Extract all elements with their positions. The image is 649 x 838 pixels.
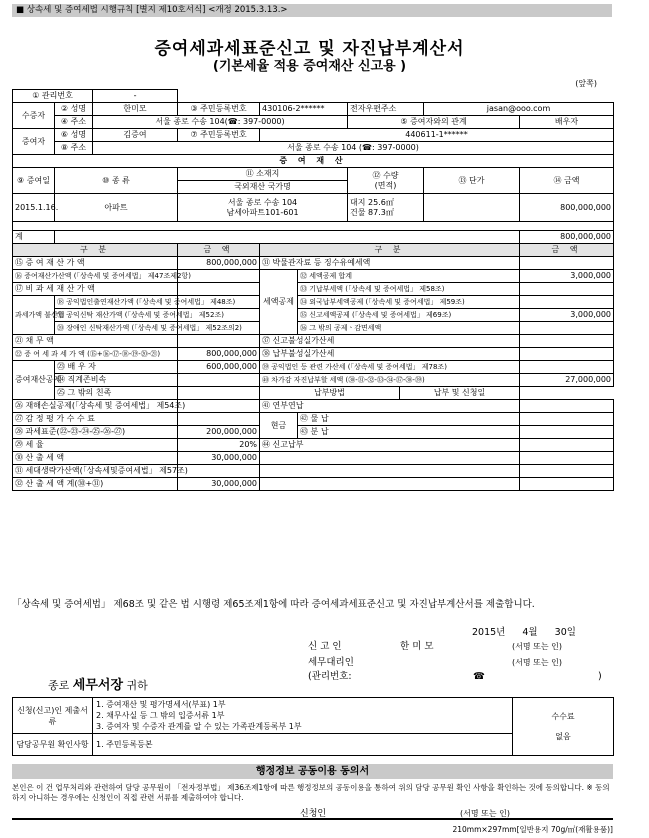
calc-left-value[interactable]: 600,000,000 [178, 361, 260, 374]
calc-left-label: ⑲ 공익신탁 재산가액 (「상속세 및 증여세법」 제52조) [55, 309, 178, 322]
property-date[interactable]: 2015.1.16. [13, 194, 55, 222]
property-type[interactable]: 아파트 [55, 194, 178, 222]
calc-row [13, 465, 614, 478]
property-h-loc: ⑪ 소재지 [178, 168, 348, 181]
property-total[interactable]: 800,000,000 [520, 231, 614, 244]
calc-left-label: ⑮ 증 여 재 산 가 액 [13, 257, 178, 270]
calc-row [13, 478, 614, 491]
mgmt-value[interactable]: - [93, 90, 178, 103]
calc-left-value[interactable]: 30,000,000 [178, 452, 260, 465]
calc-h-amt-right: 금 액 [520, 244, 614, 257]
calc-right-label: ㊴ 공익법인 등 관련 가산세 (「상속세 및 증여세법」 제78조) [260, 361, 520, 374]
property-h-type: ⑩ 종 류 [55, 168, 178, 194]
calc-row [13, 270, 614, 283]
donor-rrn-label: ⑦ 주민등록번호 [178, 129, 260, 142]
calc-left-label: ㉒ 증 여 세 과 세 가 액 (⑮+⑯-⑰-⑱-⑲-⑳-㉑) [13, 348, 178, 361]
calc-left-value[interactable]: 800,000,000 [178, 348, 260, 361]
deduct-group: 과세가액 불산입 [13, 296, 55, 335]
calc-row [13, 257, 614, 270]
calc-left-label: ㉔ 직계존비속 [55, 374, 178, 387]
proxy-line: 세무대리인 (서명 또는 인) [308, 657, 562, 668]
calc-left-value[interactable] [178, 387, 260, 400]
calc-right-value[interactable] [520, 413, 614, 426]
calc-right-value[interactable]: 3,000,000 [520, 270, 614, 283]
donor-name-label: ⑥ 성명 [55, 129, 93, 142]
calc-right-label: ㉝ 기납부세액 (「상속세 및 증여세법」 제58조) [298, 283, 520, 296]
recipient-addr-label: ④ 주소 [55, 116, 93, 129]
calc-left-label: ㉙ 세 율 [13, 439, 178, 452]
calc-right-label: ㊸ 분 납 [298, 426, 520, 439]
property-h-price: ⑬ 단가 [424, 168, 520, 194]
calc-right-label: ㊶ 연부연납 [260, 400, 520, 413]
recipient-email-label: 전자우편주소 [348, 103, 424, 116]
recipient-rel-label: ⑤ 증여자와의 관계 [348, 116, 520, 129]
calc-right-label [260, 465, 520, 478]
calc-row [13, 374, 614, 387]
property-qty-2[interactable]: 건물 87.3㎡ [350, 207, 394, 217]
calc-h-amt-left: 금 액 [178, 244, 260, 257]
calc-right-value[interactable] [520, 439, 614, 452]
calc-left-label: ㉚ 산 출 세 액 [13, 452, 178, 465]
fee-value: 없음 [555, 732, 571, 741]
mgmt-no-line: (관리번호: ☎ ) [308, 671, 602, 682]
calc-right-value[interactable] [520, 452, 614, 465]
calc-left-value[interactable] [178, 335, 260, 348]
property-total-label: 계 [13, 231, 55, 244]
cash-group: 현금 [260, 413, 298, 439]
calc-row [13, 387, 614, 400]
calc-right-label: ㊹ 신고납부 [260, 439, 520, 452]
calc-left-value[interactable] [178, 400, 260, 413]
property-h-amount: ⑭ 금액 [520, 168, 614, 194]
calc-right-label: ㊳ 납부불성실가산세 [260, 348, 520, 361]
calc-right-value[interactable] [520, 283, 614, 296]
calc-row [13, 400, 614, 413]
calc-row [13, 361, 614, 374]
calc-right-value[interactable] [520, 257, 614, 270]
attach-label: 신청(신고)인 제출서류 [13, 698, 93, 734]
calc-left-value[interactable]: 30,000,000 [178, 478, 260, 491]
property-h-date: ⑨ 증여일 [13, 168, 55, 194]
calc-right-label: ㉜ 세액공제 합계 [298, 270, 520, 283]
donor-rrn[interactable]: 440611-1****** [260, 129, 614, 142]
calc-left-label: ㉛ 세대생략가산액(「상속세및증여세법」 제57조) [13, 465, 178, 478]
calc-left-label: ㉕ 그 밖의 친족 [55, 387, 178, 400]
property-loc-1[interactable]: 서울 종로 수송 104 [227, 197, 298, 207]
form-title: 증여세과세표준신고 및 자진납부계산서 [154, 39, 465, 59]
calc-right-value[interactable]: 3,000,000 [520, 309, 614, 322]
calc-left-value[interactable] [178, 465, 260, 478]
donor-name[interactable]: 김증여 [93, 129, 178, 142]
calc-right-value[interactable] [520, 361, 614, 374]
calc-right-label: ㊲ 신고불성실가산세 [260, 335, 520, 348]
official-label: 담당공무원 확인사항 [13, 734, 93, 756]
calc-left-label: ⑱ 공익법인출연재산가액 (「상속세 및 증여세법」 제48조) [55, 296, 178, 309]
recipient-email[interactable]: jasan@ooo.com [424, 103, 614, 116]
recipient-group: 수증자 [13, 103, 55, 129]
paper-spec: 210mm×297mm[일반용지 70g/㎡(재활용품)] [452, 825, 613, 834]
consent-title: 행정정보 공동이용 동의서 [12, 764, 613, 779]
calc-right-label: ㊱ 그 밖의 공제ㆍ감면세액 [298, 322, 520, 335]
calc-row [13, 348, 614, 361]
property-amount[interactable]: 800,000,000 [520, 194, 614, 222]
main-form-table [12, 89, 614, 491]
form-header: ■ 상속세 및 증여세법 시행규칙 [별지 제10호서식] <개정 2015.3.13.> [12, 4, 612, 17]
recipient-name-label: ② 성명 [55, 103, 93, 116]
calc-left-value[interactable]: 800,000,000 [178, 257, 260, 270]
calc-row [13, 283, 614, 296]
calc-h-item-right: 구 분 [260, 244, 520, 257]
calc-right-label: ㉛ 박물관자료 등 징수유예세액 [260, 257, 520, 270]
office-line: 종로 세무서장 귀하 [48, 678, 148, 693]
donor-addr-label: ⑧ 주소 [55, 142, 93, 155]
consent-sign: 신청인 (서명 또는 인) [300, 809, 510, 819]
attach-item: 2. 채무사실 등 그 밖의 입증서류 1부 [96, 711, 225, 720]
calc-row [13, 335, 614, 348]
calc-left-value[interactable] [178, 283, 260, 296]
property-h-qty-sub: (면적) [374, 180, 397, 190]
form-subtitle: (기본세율 적용 증여재산 신고용 ) [212, 59, 407, 74]
mgmt-label: ① 관리번호 [13, 90, 93, 103]
calc-h-item-left: 구 분 [13, 244, 178, 257]
bottom-rule [12, 818, 613, 820]
recipient-rrn-label: ③ 주민등록번호 [178, 103, 260, 116]
recipient-rel[interactable]: 배우자 [520, 116, 614, 129]
property-h-qty: ⑫ 수량 [372, 170, 399, 180]
property-qty-1[interactable]: 대지 25.6㎡ [350, 197, 394, 207]
recipient-addr[interactable]: 서울 종로 수송 104(☎: 397-0000) [93, 116, 348, 129]
calc-right-value[interactable] [520, 478, 614, 491]
calc-left-label: ⑯ 증여재산가산액 (「상속세 및 증여세법」 제47조제2항) [13, 270, 178, 283]
calc-right-value: 납부 및 신청일 [400, 387, 520, 400]
attach-item: 3. 증여자 및 수증자 관계를 알 수 있는 가족관계등록부 1부 [96, 722, 302, 731]
calc-row [13, 413, 614, 426]
calc-left-label: ㉑ 채 무 액 [13, 335, 178, 348]
calc-left-label: ㉖ 재해손실공제(「상속세 및 증여세법」 제54조) [13, 400, 178, 413]
calc-row [13, 296, 614, 309]
calc-row [13, 452, 614, 465]
calc-right-value[interactable]: 27,000,000 [520, 374, 614, 387]
calc-right-label: 납부방법 [260, 387, 400, 400]
calc-right-value[interactable] [520, 296, 614, 309]
attach-item: 1. 증여재산 및 평가명세서(부표) 1부 [96, 700, 226, 709]
recipient-rrn[interactable]: 430106-2****** [260, 103, 348, 116]
donor-group: 증여자 [13, 129, 55, 155]
calc-right-label [260, 452, 520, 465]
calc-left-value[interactable] [178, 413, 260, 426]
calc-left-value[interactable] [178, 374, 260, 387]
official-item: 1. 주민등록등본 [93, 734, 513, 756]
filer-line: 신 고 인 한 미 모 (서명 또는 인) [308, 641, 562, 652]
calc-body [13, 257, 614, 491]
page-side-label: (앞쪽) [575, 79, 597, 88]
property-h-loc-sub: 국외재산 국가명 [178, 181, 348, 194]
attachments-table [12, 697, 614, 756]
calc-right-label: ㊵ 차가감 자진납부할 세액 (㉚-㉛-㉜-㉝-㉞-㊲-㊳-㊴) [260, 374, 520, 387]
calc-right-value[interactable] [520, 426, 614, 439]
date-line: 2015년 4월 30일 [472, 627, 576, 638]
calc-right-value[interactable] [520, 465, 614, 478]
calc-left-value[interactable]: 200,000,000 [178, 426, 260, 439]
calc-right-value[interactable] [520, 322, 614, 335]
donor-addr[interactable]: 서울 종로 수송 104 (☎: 397-0000) [93, 142, 614, 155]
calc-right-label: ㉞ 외국납부세액공제 (「상속세 및 증여세법」 제59조) [298, 296, 520, 309]
calc-row [13, 426, 614, 439]
calc-left-label: ㉗ 감 정 평 가 수 수 료 [13, 413, 178, 426]
calc-row [13, 309, 614, 322]
property-section-title: 증 여 재 산 [13, 155, 614, 168]
phone-icon: ☎ [473, 671, 485, 682]
calc-left-label: ㉘ 과세표준(㉒-㉓-㉔-㉕-㉖-㉗) [13, 426, 178, 439]
calc-right-value[interactable] [520, 348, 614, 361]
calc-row [13, 322, 614, 335]
tax-credit-group: 세액공제 [260, 270, 298, 335]
calc-left-value[interactable]: 20% [178, 439, 260, 452]
calc-right-value[interactable] [520, 400, 614, 413]
calc-right-label [260, 478, 520, 491]
gift-deduct-group: 증여재산공제 [13, 361, 55, 400]
recipient-name[interactable]: 한미모 [93, 103, 178, 116]
calc-left-label: ⑳ 장애인 신탁재산가액 (「상속세 및 증여세법」 제52조의2) [55, 322, 178, 335]
calc-right-value[interactable] [520, 335, 614, 348]
calc-left-label: ㉓ 배 우 자 [55, 361, 178, 374]
calc-left-label: ㉜ 산 출 세 액 계(㉚+㉛) [13, 478, 178, 491]
calc-left-label: ⑰ 비 과 세 재 산 가 액 [13, 283, 178, 296]
calc-right-label: ㉟ 신고세액공제 (「상속세 및 증여세법」 제69조) [298, 309, 520, 322]
calc-right-label: ㊷ 물 납 [298, 413, 520, 426]
property-loc-2[interactable]: 남세아파트101-601 [226, 207, 299, 217]
fee-label: 수수료 [551, 712, 575, 721]
declaration: 「상속세 및 증여세법」 제68조 및 같은 법 시행령 제65조제1항에 따라 증여세과세표준신고 및 자진납부계산서를 제출합니다. [12, 599, 535, 610]
consent-text: 본인은 이 건 업무처리와 관련하여 담당 공무원이 「전자정부법」 제36조제1항에 따른 행정정보의 공동이용을 통하여 위의 담당 공무원 확인 사항을 확인하는 것에 동의합니다. ※ 동의하지 아니하는 경우에는 신청인이 직접 관련 서류를 제출하여야 합니다. [12, 783, 610, 802]
calc-row [13, 439, 614, 452]
